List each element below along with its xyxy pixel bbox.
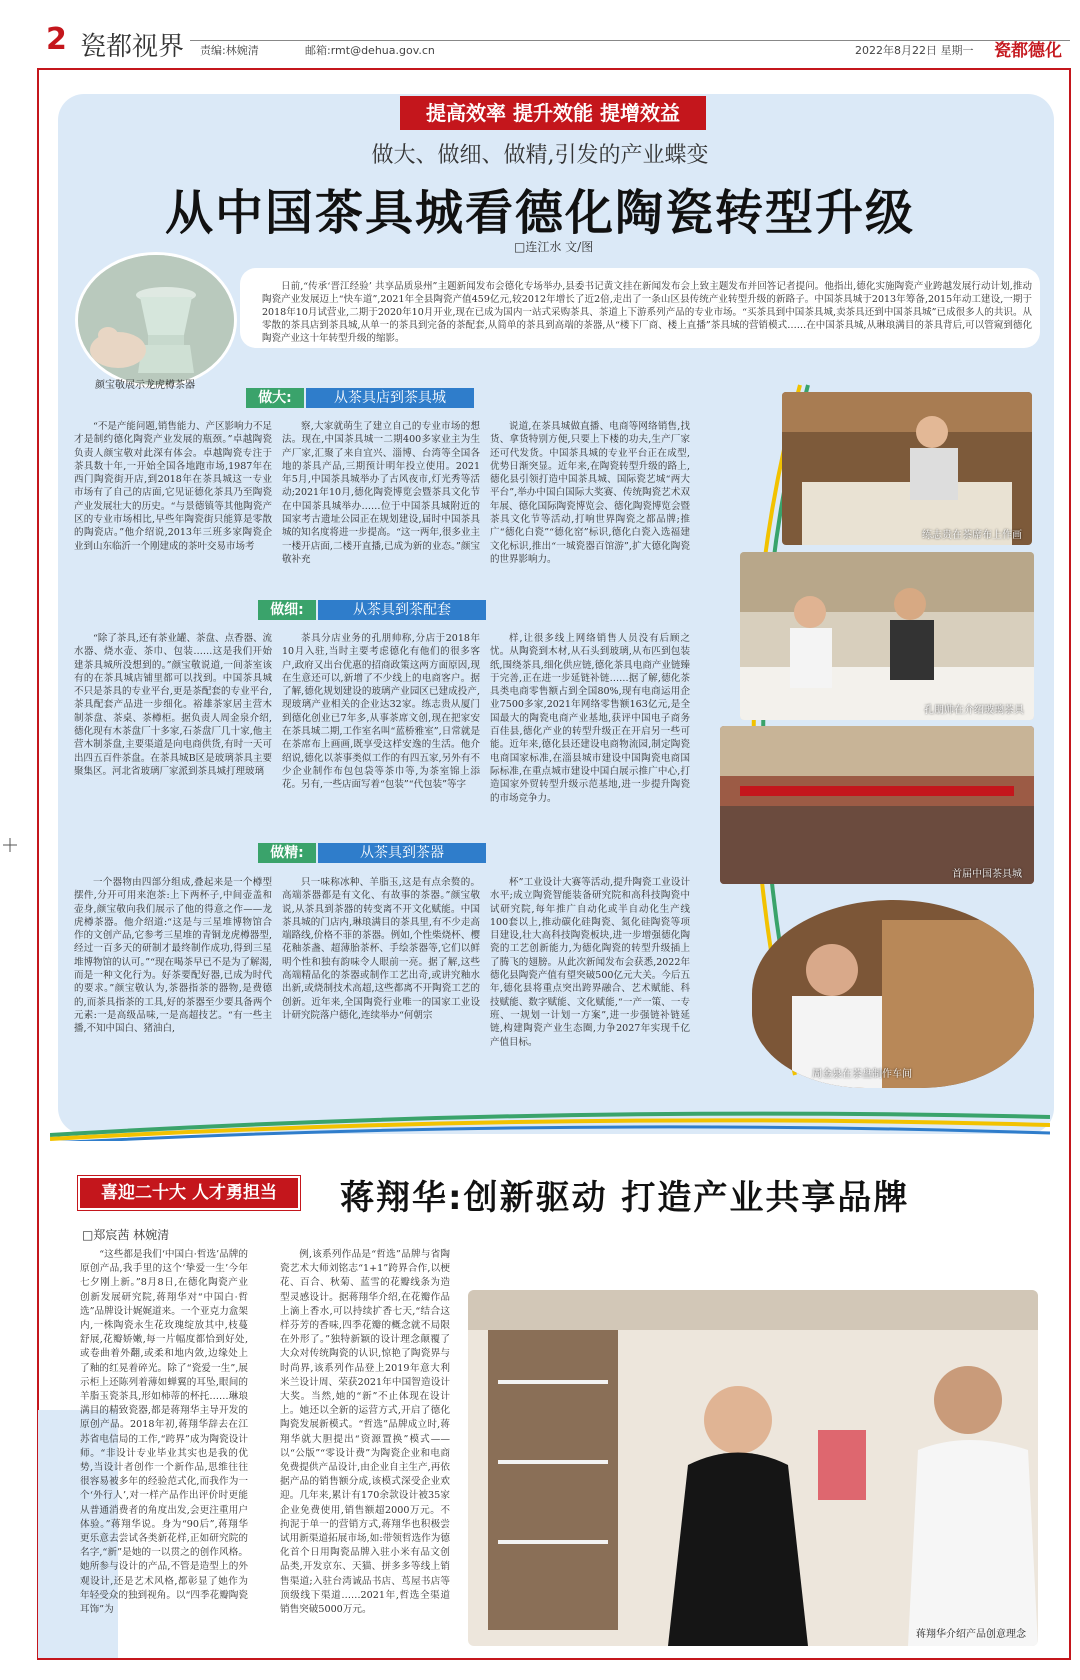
lead-paragraph: 日前,“传承‘晋江经验’ 共享品质泉州”主题新闻发布会德化专场举办,县委书记黄文挂在新闻发布会上致主题发布并回答记者提问。他指出,德化实施陶瓷产业跨越发展行动计划,推动陶瓷产业发展迈上“快车道”,2021年全县陶瓷产值459亿元,较2012年增长了近2倍,走出了一条山区县传统产业转型升级的新路子。中国茶具城于2013年筹备,2015年动工建设,一期于2018年10月试营业,二期于2020年10月开业,现在已成为国内一站式采购茶具、茶道上下游系列产品的专业市场。“买茶具到中国茶具城,卖茶具还到中国茶具城”已成很多人的共识。从零散的茶具店到茶具城,从单一的茶具到完备的茶配套,从简单的茶具到高端的茶器,从“楼下厂商、楼上直播”茶具城的营销模式……在中国茶具城,从琳琅满目的茶具背后,可以管窥到德化陶瓷产业这十年转型升级的缩影。 (262, 281, 1032, 344)
teaware-photo (75, 252, 237, 388)
page-header (40, 16, 1070, 62)
section-title-3: 从茶具到茶器 (318, 843, 486, 863)
photo-crowd-image (720, 726, 1034, 884)
photo-painting-image (782, 392, 1032, 545)
section1-column-3: 说道,在茶具城做直播、电商等网络销售,找货、拿货特别方便,只要上下楼的功夫,生产厂家还可代发货。中国茶具城的专业平台正在成型,优势日渐突显。近年来,在陶瓷转型升级的路上,德化县引领打造中国茶具城、国际瓷艺城“两大平台”,举办中国白国际大奖赛、传统陶瓷艺术双年展、德化国际陶瓷博览会、德化陶瓷博览会暨茶具文化节等活动,打响世界陶瓷之都品牌;推广“德化白瓷”“德化窑”标识,德化白瓷入选福建文化标识,推出“一城瓷器百馆游”,扩大德化陶瓷的世界影响力。 (490, 421, 690, 565)
profile-column-1: “这些都是我们‘中国白·哲选’品牌的原创产品,我手里的这个‘挚爱一生’今年七夕刚上新。”8月8日,在德化陶瓷产业创新发展研究院,蒋翔华对“中国白·哲选”品牌设计娓娓道来。一个亚克力盒架内,一株陶瓷永生花玫瑰绽放其中,枝蔓舒展,花瓣娇嫩,每一片幅度都恰到好处,或卷曲着外翻,或柔和地内敛,边缘处上了釉的红晃着碎光。除了“瓷爱一生”,展示柜上还陈列着薄如蝉翼的耳坠,眼间的羊脂玉瓷茶具,形如柿蒂的杯托……琳琅满目的精致瓷器,都是蒋翔华主导开发的原创产品。2018年初,蒋翔华辞去在江苏省电信局的工作,“跨界”成为陶瓷设计师。“非设计专业毕业其实也是我的优势,当设计者创作一个新作品,思维往往很容易被多年的经验范式化,而我作为一个‘外行人’,对一样产品作出评价时更能从普通消费者的角度出发,会更注重用户体验。”蒋翔华说。身为“90后”,蒋翔华更乐意去尝试各类新花样,正如研究院的名字,“新”是她的一以贯之的创作风格。她所参与设计的产品,不管是造型上的外观设计,还是艺术风格,都彰显了她作为年轻受众的独到视角。以“四季花瓣陶瓷耳饰”为 (80, 1249, 248, 1616)
section-name: 瓷都视界 (80, 32, 185, 62)
section1-column-2: 察,大家就萌生了建立自己的专业市场的想法。现在,中国茶具城一二期400多家业主为生产厂家,汇聚了来自宜兴、淄博、台湾等全国各地的茶具产品,三期预计明年投立使用。2021年5月,中国茶具城举办了古风夜市,灯光秀等活动;2021年10月,德化陶瓷博览会暨茶具文化节在中国茶具城举办……位于中国茶具城附近的国家考古遗址公园正在规划建设,届时中国茶具城的知名度将进一步提高。“这一两年,很多业主一楼开店面,二楼开直播,已成为新的业态。”颜宝敬补充 (282, 421, 480, 565)
photo-caption-workshop: 周金泉在茶盘制作车间 (812, 1069, 912, 1080)
feature-title: 从中国茶具城看德化陶瓷转型升级 (164, 185, 915, 241)
section2-column-1: “除了茶具,还有茶业罐、茶盘、点香器、流水器、烧水壶、茶巾、包装……这是我们开始建茶具城所没想到的。”颜宝敬说道,一间茶室该有的在茶具城店铺里都可以找到。中国茶具城不只是茶具的专业平台,更是茶配套的专业平台,茶具配套产品进一步细化。裕雄茶家居主营木制茶盘、茶桌、茶樽柜。据负责人周金泉介绍,德化现有木茶盘厂十多家,石茶盘厂几十家,他主营木制茶盘,主要渠道是向电商供货,有时一天可出四五百件茶盘。在茶具城B区是玻璃茶具主要聚集区。河北省玻璃厂家派到茶具城打理玻璃 (74, 633, 272, 777)
section2-column-3: 样,让很多线上网络销售人员没有后顾之忧。从陶瓷到木材,从石头到玻璃,从布匹到包装纸,围绕茶具,细化供应链,德化茶具电商产业链臻于完善,正在进一步延链补链……据了解,德化茶具类电商零售额占到全国80%,现有电商运用企业7500多家,2021年网络零售额163亿元,是全国最大的陶瓷电商产业基地,获评中国电子商务百佳县,德化产业的转型升级正在开启另一些可能。近年来,德化县还建设电商物流园,制定陶瓷电商国家标准,在淄县城市建设中国陶瓷电商国际标准,在重点城市建设中国白展示推广中心,打造国家外贸转型升级示范基地,进一步提升陶瓷的市场竞争力。 (490, 633, 690, 804)
section-label-2: 做细: (258, 600, 316, 620)
photo-caption-painting: 练志贵在茶席布上作画 (922, 530, 1022, 541)
divider-wave (50, 1105, 1050, 1141)
photo-glassware (740, 552, 1034, 720)
profile-title: 蒋翔华:创新驱动 打造产业共享品牌 (340, 1178, 910, 1218)
newspaper-brand: 瓷都德化 (994, 41, 1062, 61)
profile-byline: □郑宸茜 林婉清 (82, 1228, 170, 1242)
photo-workshop-image (752, 900, 1034, 1088)
photo-caption-crowd: 首届中国茶具城 (952, 869, 1022, 880)
section-bar-2 (258, 600, 498, 620)
section-title-2: 从茶具到茶配套 (318, 600, 486, 620)
issue-date: 2022年8月22日 星期一 (855, 44, 974, 57)
editor-credit: 责编:林婉清 (200, 44, 259, 57)
feature-subtitle: 做大、做细、做精,引发的产业蝶变 (371, 143, 709, 168)
photo-workshop (752, 900, 1034, 1088)
section3-column-3: 杯”工业设计大赛等活动,提升陶瓷工业设计水平;成立陶瓷智能装备研究院和高科技陶瓷中试研究院,每年推广自动化或半自动化生产线100套以上,推动碳化硅陶瓷、氮化硅陶瓷等项目建设,壮大高科技陶瓷板块,进一步增强德化陶瓷的工艺创新能力,为德化陶瓷的转型升级插上了腾飞的翅膀。从此次新闻发布会获悉,2022年德化县陶瓷产值有望突破500亿元大关。今后五年,德化县将重点突出跨界融合、艺术赋能、科技赋能、数字赋能、文化赋能,“一产一策、一专班、一规划一计划一方案”,进一步强链补链延链,构建陶瓷产业生态圈,力争2027年实现千亿产值目标。 (490, 877, 690, 1048)
section2-column-2: 茶具分店业务的孔朋帅称,分店于2018年10月入驻,当时主要考虑德化有他们的很多客户,政府又出台优惠的招商政策这两方面原因,现在生意还可以,新增了不少线上的电商客户。据了解,德化规划建设的玻璃产业园区已建成投产,现玻璃产业相关的企业达32家。练志贵从厦门到德化创业已7年多,从事茶席文创,现在把家安在茶具城二期,工作室名叫“蓝桥雅室”,日常就是在茶席布上画画,既享受这样安逸的生活。他介绍说,德化以茶事类似工作的有四五家,另外有不少企业制作布包包袋等茶巾等,为茶室锦上添花。另有,一些店面写着“包装”“代包装”等字 (282, 633, 480, 791)
photo-designer (468, 1290, 1038, 1646)
photo-crowd (720, 726, 1034, 884)
photo-caption-designer: 蒋翔华介绍产品创意理念 (916, 1629, 1026, 1640)
circle-photo-caption: 颜宝敬展示龙虎樽茶器 (95, 380, 195, 391)
section-label-3: 做精: (258, 843, 316, 863)
section3-column-1: 一个器物由四部分组成,叠起来是一个樽型摆件,分开可用来泡茶:上下两杯子,中间壶盖和壶身,颜宝敬向我们展示了他的得意之作——龙虎樽茶器。他介绍道:“这是与三星堆博物馆合作的文创产品,它参考三星堆的青铜龙虎樽器型,经过一百多天的研制才最终制作成功,得到三星堆博物馆的认可。”“现在喝茶早已不是为了解渴,而是一种文化行为。好茶要配好器,已成为时代的要求。”颜宝敬认为,茶器指茶的器物,是费德的,而茶具指茶的工具,好的茶器至少要具备两个元素:一是高级品味,一是高超技艺。“有一些主播,不知中国白、猪油白, (74, 877, 272, 1035)
photo-caption-glassware: 孔朋帅在介绍玻璃茶具 (924, 705, 1024, 716)
profile-column-2: 例,该系列作品是“哲选”品牌与省陶瓷艺术大师刘铭志“1+1”跨界合作,以梗花、百合、秋菊、蓝雪的花瓣线条为造型灵感设计。据蒋翔华介绍,在花瓣作品上滴上香水,可以持续扩香七天,“结合这样芬芳的香味,四季花瓣的概念就不局限在外形了。”独特新颖的设计理念颠覆了大众对传统陶瓷的认识,惊艳了陶瓷界与时尚界,该系列作品登上2019年意大利米兰设计周、荣获2021年中国智造设计大奖。当然,她的“新”不止体现在设计上。她还以全新的运营方式,开启了德化陶瓷发展新模式。“哲选”品牌成立时,蒋翔华就大胆提出“资源置换”模式——以“公版”“零设计费”为陶瓷企业和电商免费提供产品设计,由企业自主生产,再依据产品的销售额分成,该模式深受企业欢迎。几年来,累计有170余款设计被35家企业免费使用,销售额超2000万元。不拘泥于单一的营销方式,蒋翔华也积极尝试用新渠道拓展市场,如:带领哲选作为德化首个日用陶瓷品牌入驻小米有品文创品类,开发京东、天猫、拼多多等线上销售渠道;入驻台湾诚品书店、茑屋书店等顶级线下渠道……2021年,哲选全渠道销售突破5000万元。 (280, 1249, 450, 1616)
teaware-illustration (78, 255, 234, 385)
feature-byline: □连江水 文/图 (514, 240, 594, 254)
section1-column-1: “不是产能问题,销售能力、产区影响力不足才是制约德化陶瓷产业发展的瓶颈。”卓越陶瓷负责人颜宝敬对此深有体会。卓越陶瓷专注于茶具数十年,一开始全国各地跑市场,1987年在西门陶瓷街开店,到2018年在茶具城这一专业市场有了自己的店面,它见证德化茶具乃至陶瓷产业发展壮大的历史。“与景德镇等其他陶瓷产区的专业市场相比,早些年陶瓷街只能算是零散的陶瓷店。”他介绍说,2013年三班多家陶瓷企业到山东临沂一个刚建成的茶叶交易市场考 (74, 421, 272, 552)
photo-designer-image (468, 1290, 1038, 1646)
section-label-1: 做大: (246, 388, 304, 408)
section-bar-3 (258, 843, 498, 863)
registration-mark (3, 838, 17, 852)
profile-banner: 喜迎二十大 人才勇担当 (78, 1176, 300, 1210)
feature-banner: 提高效率 提升效能 提增效益 (400, 96, 706, 130)
section-title-1: 从茶具店到茶具城 (306, 388, 474, 408)
photo-glassware-image (740, 552, 1034, 720)
photo-painting (782, 392, 1032, 545)
editor-email: 邮箱:rmt@dehua.gov.cn (305, 44, 435, 57)
section3-column-2: 只一味称冰种、羊脂玉,这是有点余赘的。高端茶器都是有文化、有故事的茶器。”颜宝敬说,从茶具到茶器的转变离不开文化赋能。中国茶具城的门店内,琳琅满目的茶具里,有不少走高端路线,价格不菲的茶器。例如,个性柴烧杯、樱花釉茶盏、超薄胎茶杯、手绘茶器等,它们以鲜明个性和独有韵味令人眼前一亮。据了解,这些高端精品化的茶器或制作工艺出奇,或讲究釉水出新,或烧制技术高超,这些都离不开陶瓷工艺的创新。近年来,全国陶瓷行业唯一的国家工业设计研究院落户德化,连续举办“何朝宗 (282, 877, 480, 1021)
page-number: 2 (46, 22, 67, 57)
section-bar-1 (246, 388, 486, 408)
